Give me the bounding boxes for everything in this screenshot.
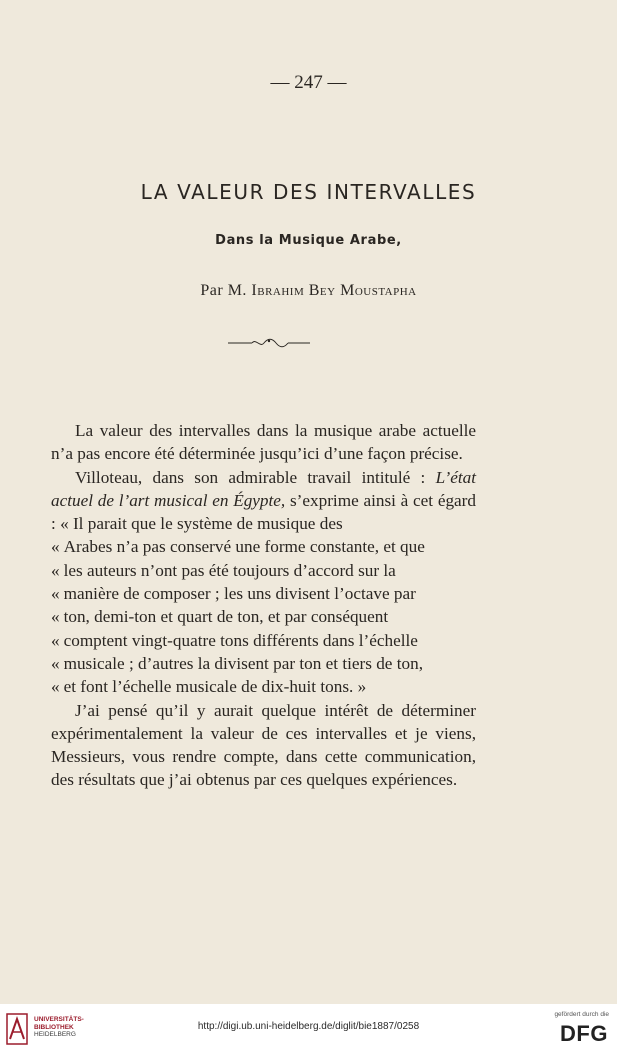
paragraph-2-continuation: s’exprime ainsi à cet égard : « Il parait que le système de musique des — [51, 490, 476, 534]
paragraph-1: La valeur des intervalles dans la musique arabe actuelle n’a pas encore été déterminée jusqu’ici d’une façon précise. — [51, 421, 476, 464]
quote-mark: « — [51, 677, 60, 697]
ornament-divider-icon — [228, 336, 310, 350]
quote-mark: « — [51, 653, 60, 673]
paragraph-3: J’ai pensé qu’il y aurait quelque intérêt de déterminer expérimentalement la valeur de ces intervalles et je viens, Messieurs, vous rendre compte, dans cette communication, des résultats que j’ai obtenus par ces quelques expériences. — [51, 700, 476, 790]
quote-line: « ton, demi-ton et quart de ton, et par conséquent — [51, 607, 389, 627]
quote-mark: « — [51, 630, 60, 650]
funding-note: gefördert durch die — [554, 1011, 609, 1018]
quote-mark: « — [51, 560, 60, 580]
quote-line: « comptent vingt-quatre tons différents dans l’échelle — [51, 630, 418, 650]
article-body — [51, 419, 476, 792]
paragraph-2-intro: Villoteau, dans son admirable travail intitulé : — [75, 467, 426, 487]
author-name: Ibrahim Bey Moustapha — [251, 282, 417, 299]
viewer-footer — [0, 1004, 617, 1051]
quote-line: « Arabes n’a pas conservé une forme constante, et que — [51, 537, 425, 557]
permalink-url[interactable]: http://digi.ub.uni-heidelberg.de/diglit/bie1887/0258 — [197, 1021, 420, 1032]
quote-line: « les auteurs n’ont pas été toujours d’accord sur la — [51, 560, 396, 580]
quotation-block — [51, 535, 476, 698]
quote-mark: « — [51, 537, 60, 557]
quote-line: « musicale ; d’autres la divisent par ton et tiers de ton, — [51, 653, 423, 673]
dfg-logo: DFG — [560, 1021, 608, 1046]
quote-line: « manière de composer ; les uns divisent l’octave par — [51, 584, 416, 604]
cited-work-title: L’état actuel de l’art musical en Égypte, — [51, 467, 477, 510]
author-prefix: Par M. — [200, 282, 247, 299]
quote-mark: « — [51, 584, 60, 604]
paragraph-2 — [51, 466, 476, 536]
quote-mark: « — [51, 607, 60, 627]
library-name: UNIVERSITÄTS- BIBLIOTHEK HEIDELBERG — [34, 1016, 84, 1038]
article-subtitle: Dans la Musique Arabe, — [215, 233, 402, 248]
quote-line: « et font l’échelle musicale de dix-huit tons. » — [51, 677, 367, 697]
author-line — [0, 282, 617, 300]
page-number: — 247 — — [270, 72, 347, 93]
article-title: LA VALEUR DES INTERVALLES — [140, 180, 477, 204]
